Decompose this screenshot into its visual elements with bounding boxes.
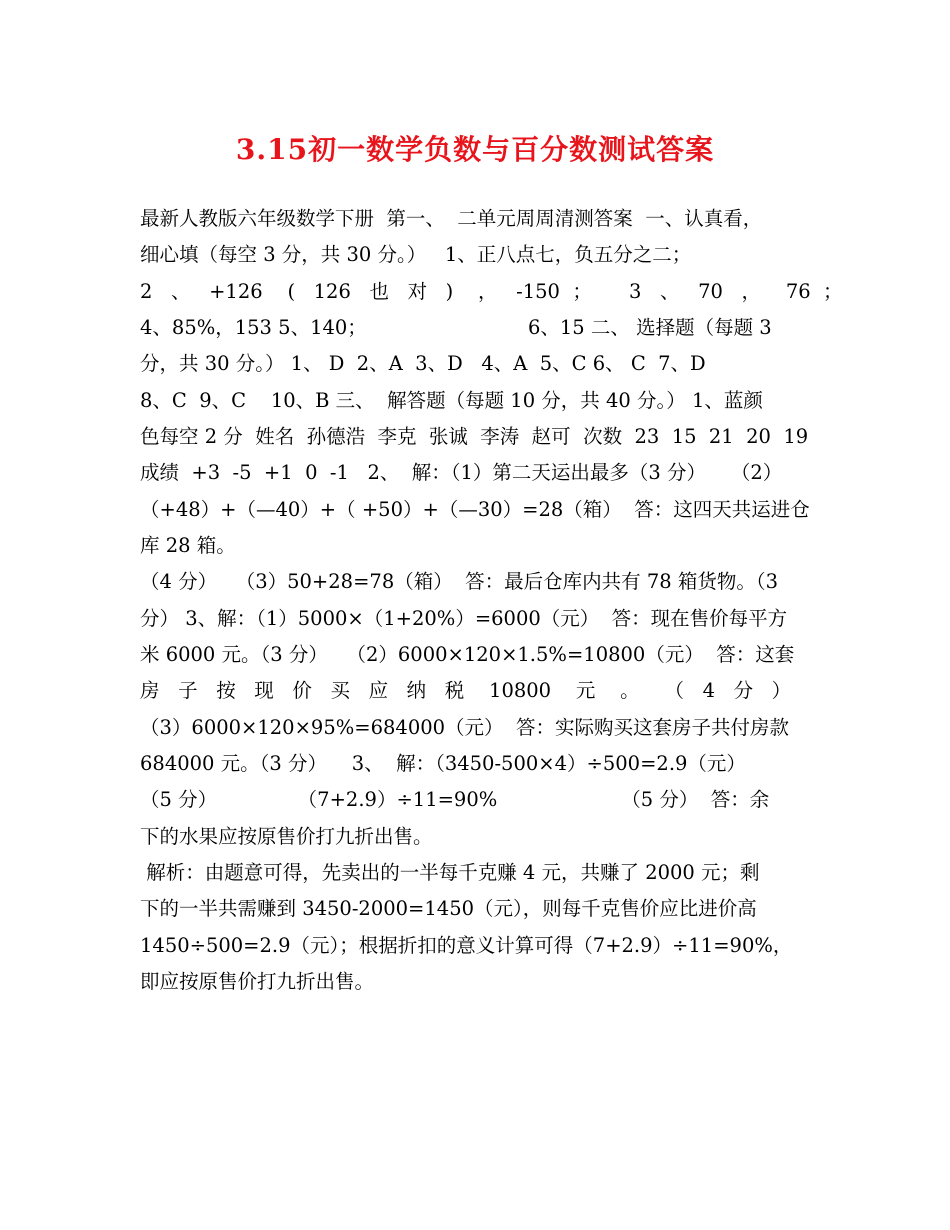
body-line-21: 1450÷500=2.9（元）；根据折扣的意义计算可得（7+2.9）÷11=90%， — [140, 934, 793, 957]
body-line-10: 库 28 箱。 — [140, 534, 236, 557]
document-title: 3.15初一数学负数与百分数测试答案 — [235, 133, 715, 166]
body-line-22: 即应按原售价打九折出售。 — [140, 970, 375, 993]
body-line-8: 成绩 +3 -5 +1 0 -1 2、 解：（1）第二天运出最多（3 分） （2） — [140, 461, 783, 484]
body-line-2: 细心填（每空 3 分，共 30 分。） 1、正八点七，负五分之二； — [140, 243, 692, 266]
body-line-13: 米 6000 元。（3 分） （2）6000×120×1.5%=10800（元） 答：这套 — [140, 643, 795, 666]
body-line-5: 分，共 30 分。） 1、 D 2、A 3、D 4、A 5、C 6、 C 7、D — [140, 352, 706, 375]
body-line-12: 分） 3、解：（1）5000×（1+20%）=6000（元） 答：现在售价每平方 — [140, 607, 788, 630]
body-line-20: 下的一半共需赚到 3450-2000=1450（元），则每千克售价应比进价高 — [140, 897, 757, 920]
body-line-9: （+48）+（—40）+（ +50）+（—30）=28（箱） 答：这四天共运进仓 — [140, 498, 810, 521]
body-line-17: （5 分） （7+2.9）÷11=90% （5 分） 答：余 — [140, 788, 770, 811]
body-line-18: 下的水果应按原售价打九折出售。 — [140, 825, 433, 848]
body-line-14: 房 子 按 现 价 买 应 纳 税 10800 元 。 （ 4 分 ） — [140, 679, 792, 702]
body-line-15: （3）6000×120×95%=684000（元） 答：实际购买这套房子共付房款 — [140, 716, 789, 739]
body-line-11: （4 分） （3）50+28=78（箱） 答：最后仓库内共有 78 箱货物。（3 — [140, 570, 778, 593]
body-line-16: 684000 元。（3 分） 3、 解：（3450-500×4）÷500=2.9（元） — [140, 752, 746, 775]
body-line-4: 4、85%，153 5、140； 6、15 二、 选择题（每题 3 — [140, 316, 772, 339]
body-line-1: 最新人教版六年级数学下册 第一、 二单元周周清测答案 一、认真看， — [140, 207, 763, 230]
body-line-19: 解析：由题意可得，先卖出的一半每千克赚 4 元，共赚了 2000 元；剩 — [140, 861, 760, 884]
body-line-6: 8、C 9、C 10、B 三、 解答题（每题 10 分，共 40 分。） 1、蓝颜 — [140, 389, 763, 412]
body-line-7: 色每空 2 分 姓名 孙德浩 李克 张诚 李涛 赵可 次数 23 15 21 20 19 — [140, 425, 809, 448]
body-line-3: 2 、 +126 ( 126 也 对 ) ， -150 ； 3 、 70 ， 76 ； — [140, 280, 843, 303]
